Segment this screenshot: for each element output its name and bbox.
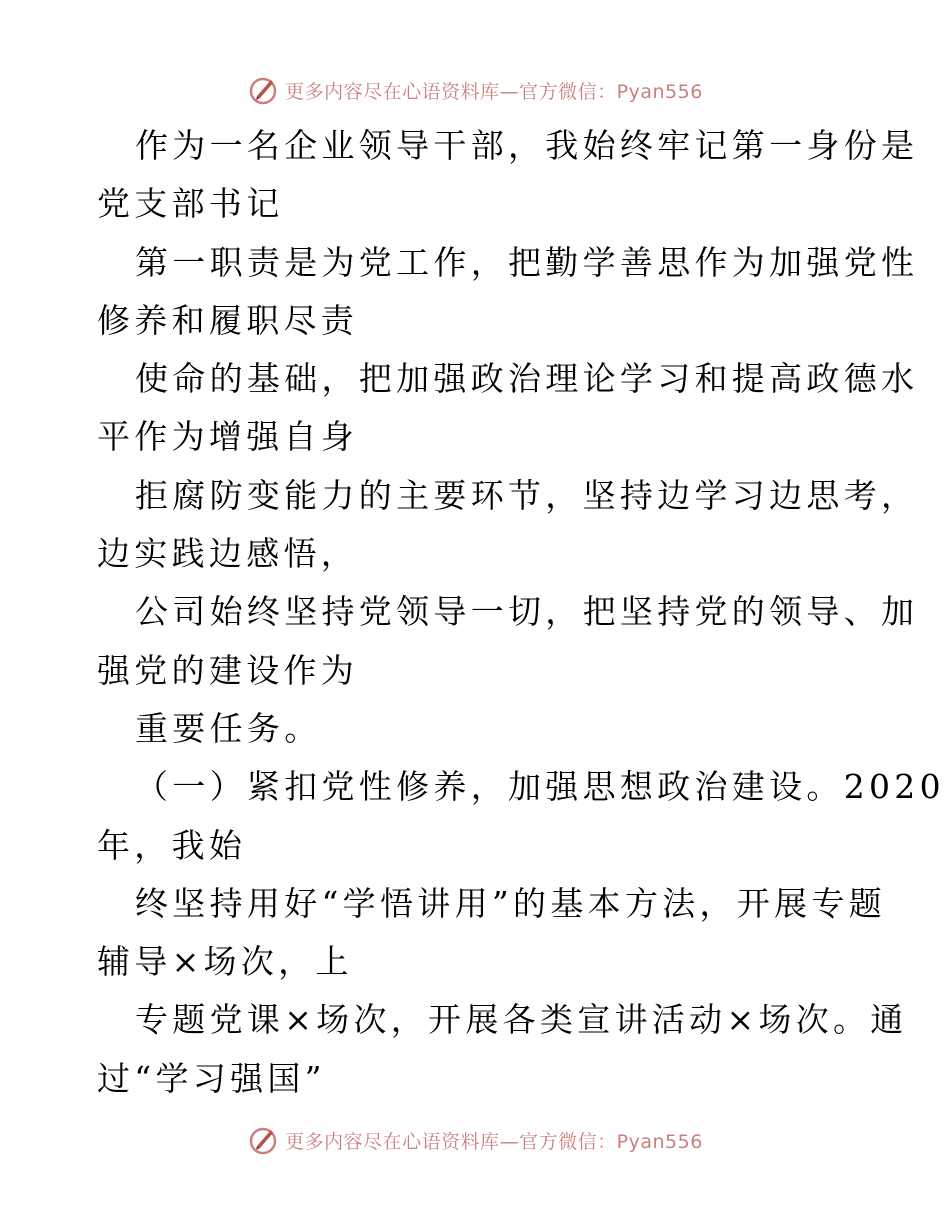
document-body	[97, 117, 945, 1108]
footer-watermark	[0, 1120, 950, 1160]
body-text-line: 边实践边感悟，	[97, 534, 359, 574]
body-text-line: 第一职责是为党工作，把勤学善思作为加强党性	[135, 242, 919, 282]
quill-pen-logo-icon	[247, 74, 279, 106]
body-text-line: 使命的基础，把加强政治理论学习和提高政德水	[135, 359, 919, 399]
watermark-text: 更多内容尽在心语资料库—官方微信：Pyan556	[285, 80, 703, 103]
body-text-line: 过“学习强国”	[97, 1058, 326, 1098]
body-text-line: 年，我始	[97, 825, 247, 865]
body-text-line: 重要任务。	[135, 708, 322, 748]
body-text-line: （一）紧扣党性修养，加强思想政治建设。2020	[135, 767, 945, 807]
body-text-line: 党支部书记	[97, 184, 284, 224]
body-text-line: 强党的建设作为	[97, 650, 359, 690]
watermark-text: 更多内容尽在心语资料库—官方微信：Pyan556	[285, 1130, 703, 1153]
body-text-line: 终坚持用好“学悟讲用”的基本方法，开展专题	[135, 883, 887, 923]
header-watermark	[0, 70, 950, 110]
body-text-line: 修养和履职尽责	[97, 300, 359, 340]
body-text-line: 作为一名企业领导干部，我始终牢记第一身份是	[135, 126, 919, 165]
body-text-line: 拒腐防变能力的主要环节，坚持边学习边思考，	[135, 475, 919, 515]
body-text-line: 专题党课×场次，开展各类宣讲活动×场次。通	[135, 1000, 908, 1040]
body-text-line: 公司始终坚持党领导一切，把坚持党的领导、加	[135, 592, 919, 632]
body-text-line: 辅导×场次，上	[97, 942, 353, 982]
body-text-line: 平作为增强自身	[97, 417, 359, 457]
quill-pen-logo-icon	[247, 1124, 279, 1156]
